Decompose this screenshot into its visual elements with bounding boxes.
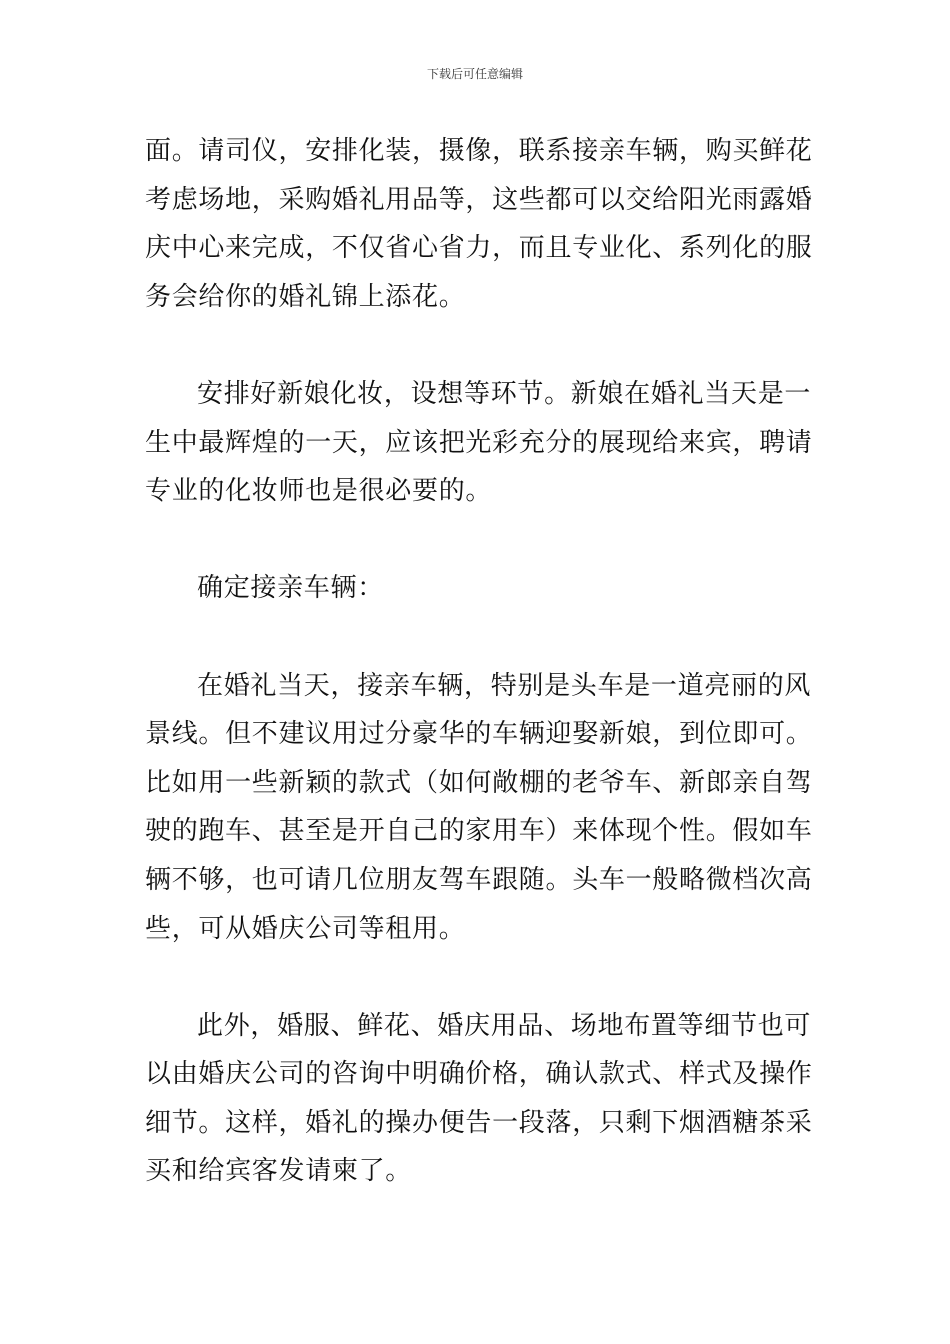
- page-header: 下载后可任意编辑: [426, 67, 523, 81]
- text-line: 生中最辉煌的一天，应该把光彩充分的展现给来宾，聘请: [145, 427, 813, 458]
- text-line: 辆不够，也可请几位朋友驾车跟随。头车一般略微档次高: [145, 864, 813, 895]
- paragraph-other-details: [145, 1002, 811, 1196]
- text-line: 在婚礼当天，接亲车辆，特别是头车是一道亮丽的风: [197, 670, 812, 701]
- paragraph-bridal-makeup: [145, 370, 811, 516]
- text-line: 庆中心来完成，不仅省心省力，而且专业化、系列化的服: [145, 233, 813, 264]
- text-line: 此外，婚服、鲜花、婚庆用品、场地布置等细节也可: [197, 1010, 812, 1041]
- text-line: 务会给你的婚礼锦上添花。: [145, 281, 466, 312]
- text-line: 景线。但不建议用过分豪华的车辆迎娶新娘，到位即可。: [145, 719, 813, 750]
- paragraph-vehicles: [145, 662, 811, 954]
- section-heading-vehicles: [145, 564, 811, 613]
- text-line: 面。请司仪，安排化装，摄像，联系接亲车辆，购买鲜花: [145, 136, 813, 166]
- text-line: 考虑场地，采购婚礼用品等，这些都可以交给阳光雨露婚: [145, 184, 813, 215]
- text-line: 确定接亲车辆：: [197, 573, 384, 604]
- text-line: 以由婚庆公司的咨询中明确价格，确认款式、样式及操作: [145, 1059, 813, 1090]
- text-line: 安排好新娘化妆，设想等环节。新娘在婚礼当天是一: [197, 378, 812, 409]
- text-line: 买和给宾客发请柬了。: [145, 1156, 413, 1187]
- text-line: 专业的化妆师也是很必要的。: [145, 476, 493, 507]
- text-line: 驶的跑车、甚至是开自己的家用车）来体现个性。假如车: [145, 816, 813, 847]
- text-line: 细节。这样，婚礼的操办便告一段落，只剩下烟酒糖茶采: [145, 1107, 813, 1138]
- text-line: 比如用一些新颖的款式（如何敞棚的老爷车、新郎亲自驾: [145, 767, 813, 798]
- text-line: 些，可从婚庆公司等租用。: [145, 913, 466, 944]
- document-body: [145, 127, 811, 1196]
- paragraph-wedding-services: [145, 127, 811, 321]
